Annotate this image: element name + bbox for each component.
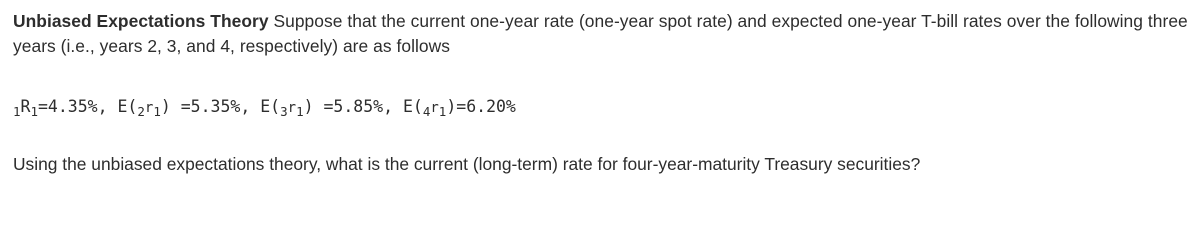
rate-value: =4.35% <box>38 97 98 116</box>
rate-term-E4r1 <box>402 97 516 119</box>
rate-symbol: r <box>287 100 297 116</box>
rate-separator: , <box>97 97 118 116</box>
rate-pre-subscript: 4 <box>422 104 431 119</box>
rate-term-1R1 <box>13 97 118 119</box>
problem-intro-text: Suppose that the current one-year rate (one-year spot rate) and expected one-year T-bill rates over the following three years (i.e., years 2, 3, and 4, respectively) are as follows <box>13 11 1188 56</box>
rate-prefix: E( <box>402 97 423 116</box>
rate-term-E2r1 <box>117 97 261 119</box>
rate-symbol: r <box>430 100 439 116</box>
rate-pre-subscript: 2 <box>137 104 145 119</box>
rate-separator: , <box>240 97 261 116</box>
rate-formula <box>13 96 516 119</box>
rate-pre-subscript: 3 <box>280 104 288 119</box>
rate-prefix: E( <box>117 97 138 116</box>
rate-value: =5.85% <box>313 97 384 116</box>
rate-value: =5.35% <box>170 97 241 116</box>
rate-symbol: r <box>144 100 154 116</box>
problem-intro <box>13 9 1193 59</box>
rate-close: ) <box>160 97 171 116</box>
rate-term-E3r1 <box>260 97 403 119</box>
problem-statement <box>13 9 1193 174</box>
rate-post-subscript: 1 <box>296 104 304 119</box>
rate-close: ) <box>303 97 314 116</box>
rate-value: =6.20% <box>456 97 516 116</box>
rate-pre-subscript: 1 <box>13 104 21 119</box>
rate-separator: , <box>383 97 403 116</box>
rate-post-subscript: 1 <box>30 104 38 119</box>
rate-post-subscript: 1 <box>153 104 161 119</box>
rate-post-subscript: 1 <box>438 104 447 119</box>
rate-symbol: R <box>20 97 31 116</box>
rate-prefix: E( <box>260 97 281 116</box>
rate-close: ) <box>446 97 457 116</box>
problem-question: Using the unbiased expectations theory, what is the current (long-term) rate for four-year-maturity Treasury securities? <box>13 154 921 174</box>
problem-title: Unbiased Expectations Theory <box>13 11 269 31</box>
